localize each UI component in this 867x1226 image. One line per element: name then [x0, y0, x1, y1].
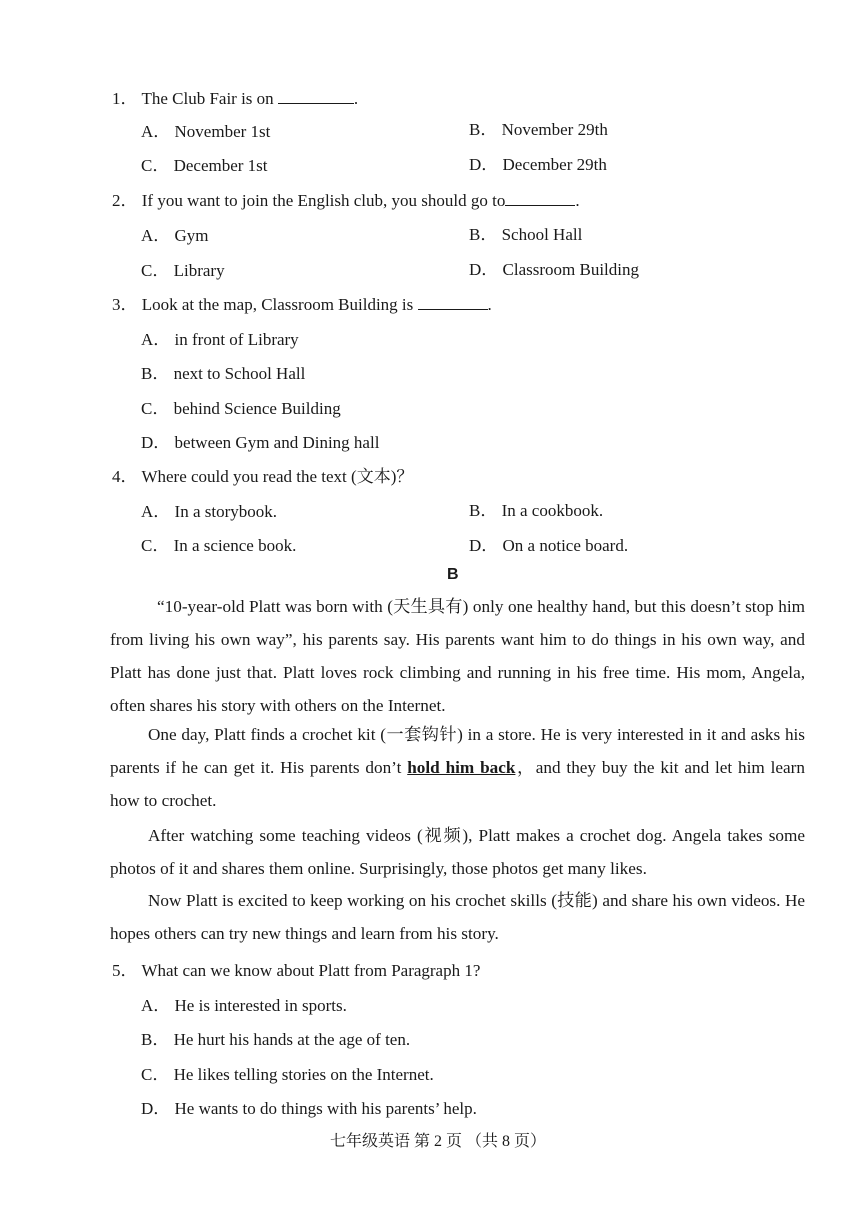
option-b: B． November 29th — [469, 120, 608, 139]
option-c: C． He likes telling stories on the Internet. — [141, 1065, 434, 1084]
question-stem: If you want to join the English club, you should go to — [141, 191, 506, 210]
underlined-phrase: hold him back — [407, 758, 516, 777]
question-stem-end: . — [575, 191, 580, 210]
question-stem-end: . — [353, 89, 359, 108]
question-number: 5． — [112, 961, 138, 980]
passage-paragraph-1: “10-year-old Platt was born with (天生具有) only one healthy hand, but this doesn’t stop him from living his own way”, his parents say. His parents want him to do things in his own way, and Platt has done just that. Platt loves rock climbing and running in his free time. His mom, Angela, often shares his story with others on the Internet. — [110, 597, 805, 715]
passage-paragraph-3: After watching some teaching videos (视频), Platt makes a crochet dog. Angela takes some photos of it and shares them online. Surprisingly, those photos get many likes. — [110, 826, 805, 878]
option-b: B． next to School Hall — [141, 364, 306, 383]
question-number: 1． — [112, 89, 138, 108]
option-d: D． Classroom Building — [469, 260, 640, 279]
question-stem: What can we know about Platt from Paragraph 1? — [141, 961, 481, 980]
question-4 — [112, 462, 413, 487]
option-a: A． Gym — [141, 226, 209, 245]
option-b: B． In a cookbook. — [469, 501, 604, 520]
option-d: D． On a notice board. — [469, 536, 629, 555]
question-1 — [112, 84, 358, 109]
question-5 — [112, 956, 480, 981]
page-footer: 七年级英语 第 2 页 （共 8 页） — [330, 1133, 547, 1150]
question-stem: Where could you read the text (文本)？ — [141, 467, 414, 486]
option-a: A． He is interested in sports. — [141, 996, 347, 1015]
option-c: C． December 1st — [141, 156, 268, 175]
answer-blank — [505, 191, 575, 206]
question-stem: Look at the map, Classroom Building is — [141, 295, 414, 314]
passage-paragraph-4: Now Platt is excited to keep working on his crochet skills (技能) and share his own videos. He hopes others can try new things and learn from his story. — [110, 891, 805, 943]
question-3 — [112, 290, 492, 315]
option-b: B． School Hall — [469, 225, 583, 244]
option-c: C． In a science book. — [141, 536, 297, 555]
question-2 — [112, 186, 580, 211]
question-stem-end: . — [487, 295, 492, 314]
option-a: A． November 1st — [141, 122, 271, 141]
question-number: 4． — [112, 467, 138, 486]
question-stem: The Club Fair is on — [141, 89, 274, 108]
option-b: B． He hurt his hands at the age of ten. — [141, 1030, 411, 1049]
option-d: D． between Gym and Dining hall — [141, 433, 380, 452]
paragraph-text: ，and they buy the kit and let him learn how to crochet. — [110, 758, 806, 810]
paragraph-text: One day, Platt finds a crochet kit (一套钩针) in a store. He is very interested in it and asks his parents if he can get it. His parents don’t — [110, 725, 805, 777]
option-d: D． He wants to do things with his parents’ help. — [141, 1099, 477, 1118]
answer-blank — [418, 295, 488, 310]
section-title: B — [447, 566, 459, 583]
answer-blank — [278, 89, 354, 104]
option-c: C． behind Science Building — [141, 399, 341, 418]
passage-paragraph-2 — [110, 718, 805, 817]
option-a: A． in front of Library — [141, 330, 299, 349]
option-d: D． December 29th — [469, 155, 607, 174]
option-c: C． Library — [141, 261, 225, 280]
option-a: A． In a storybook. — [141, 502, 277, 521]
question-number: 3． — [112, 295, 138, 314]
question-number: 2． — [112, 191, 138, 210]
